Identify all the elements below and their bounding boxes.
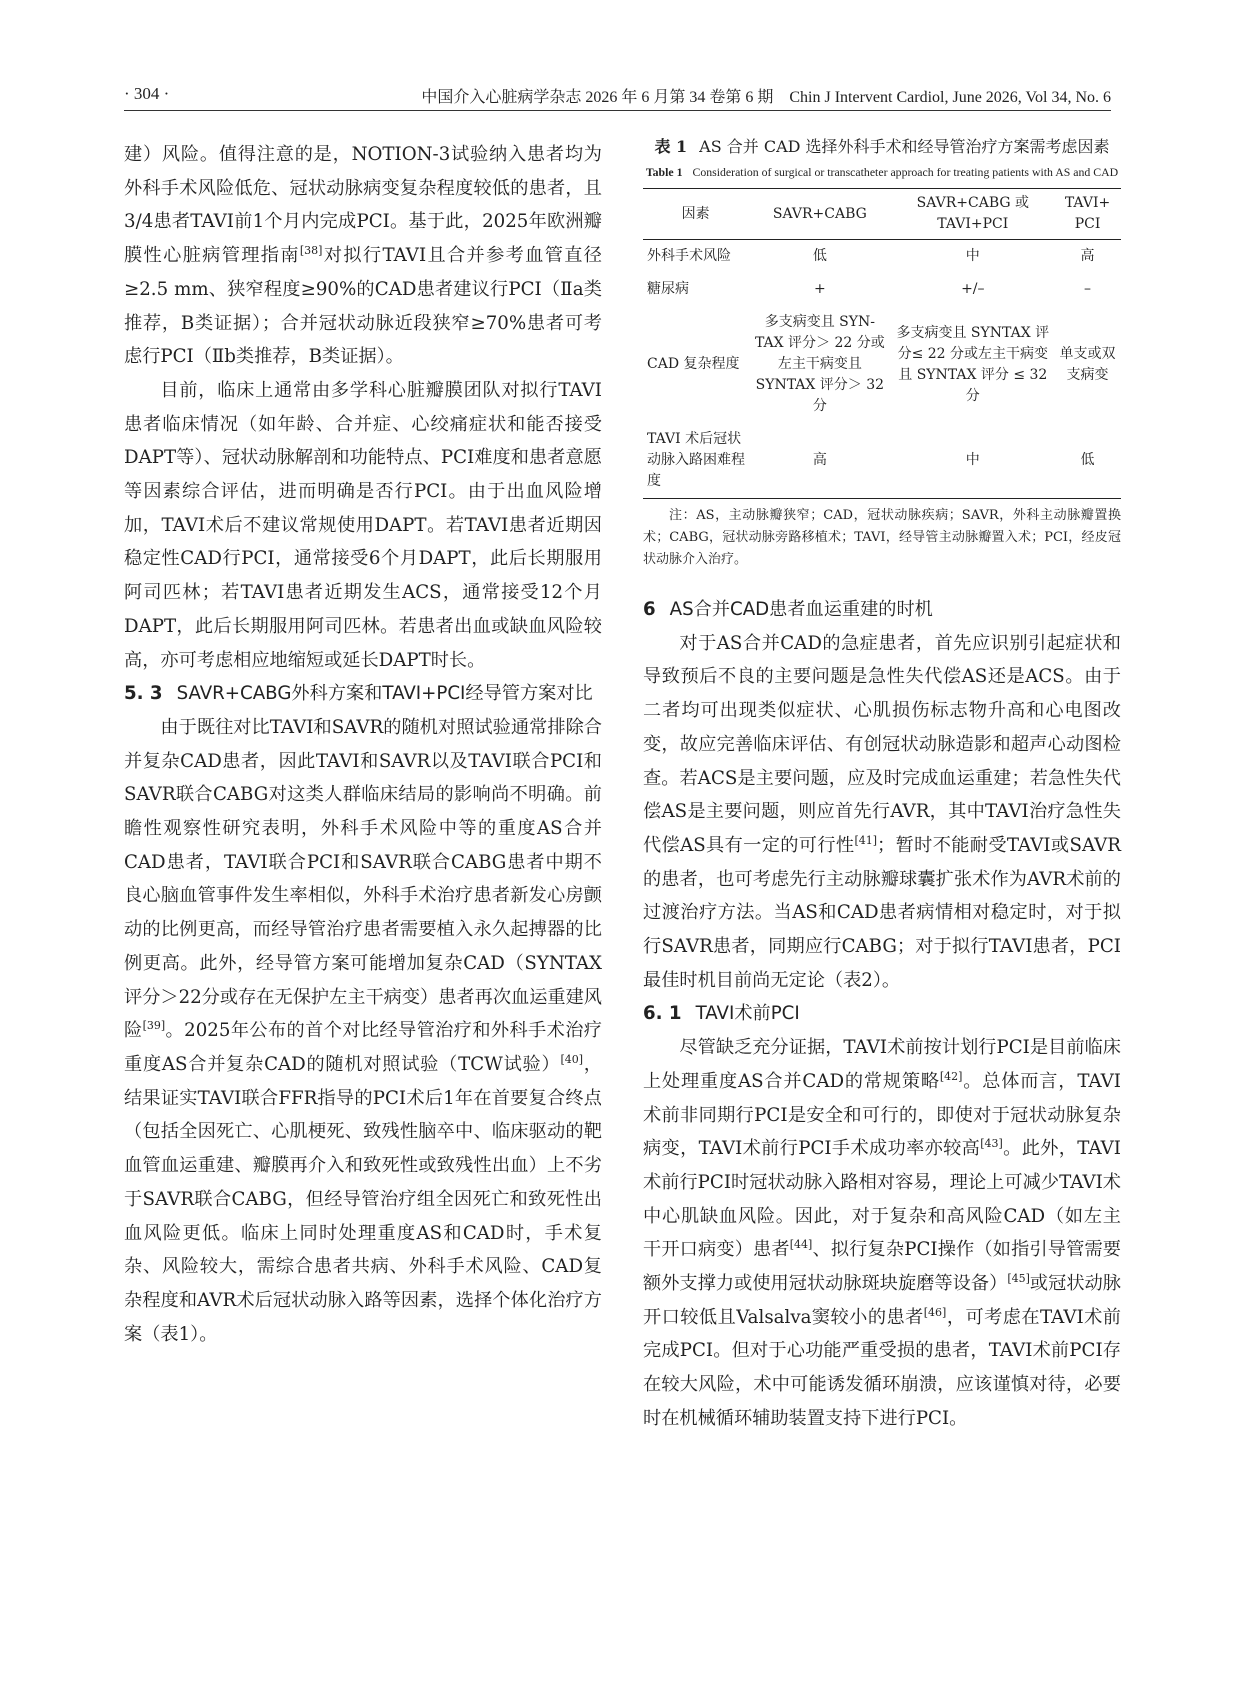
paragraph: 目前，临床上通常由多学科心脏瓣膜团队对拟行TAVI患者临床情况（如年龄、合并症、心绞痛症状和能否接受DAPT等）、冠状动脉解剖和功能特点、PCI难度和患者意愿等因素综合评估，进而明确是否行PCI。由于出血风险增加，TAVI术后不建议常规使用DAPT。若TAVI患者近期因稳定性CAD行PCI，通常接受6个月DAPT，此后长期服用阿司匹林；若TAVI患者近期发生ACS，通常接受12个月DAPT，此后长期服用阿司匹林。若患者出血或缺血风险较高，亦可考虑相应地缩短或延长DAPT时长。 bbox=[124, 379, 602, 671]
citation[interactable]: [38] bbox=[299, 244, 323, 258]
paragraph bbox=[124, 711, 602, 1351]
section-heading-6-1 bbox=[643, 997, 1121, 1031]
table-cell: +/– bbox=[961, 281, 985, 297]
table-header-row bbox=[643, 189, 1121, 240]
page-number: · 304 · bbox=[124, 84, 170, 103]
section-title: TAVI术前PCI bbox=[695, 1003, 800, 1025]
text: ，结果证实TAVI联合FFR指导的PCI术后1年在首要复合终点（包括全因死亡、心肌梗死、致残性脑卒中、临床驱动的靶血管血运重建、瓣膜再介入和致死性或致残性出血）上不劣于SAVR联合CABG，但经导管治疗组全因死亡和致死性出血风险更低。临床上同时处理重度AS和CAD时，手术复杂、风险较大，需综合患者共病、外科手术风险、CAD复杂程度和AVR术后冠状动脉入路等因素，选择个体化治疗方案（表1）。 bbox=[124, 1053, 602, 1345]
table-note: 注：AS，主动脉瓣狭窄；CAD，冠状动脉疾病；SAVR，外科主动脉瓣置换术；CABG，冠状动脉旁路移植术；TAVI，经导管主动脉瓣置入术；PCI，经皮冠状动脉介入治疗。 bbox=[643, 508, 1121, 567]
table-cell: + bbox=[813, 281, 826, 297]
table-cell: 多支病变且 SYN-TAX 评分＞ 22 分或左主干病变且 SYNTAX 评分＞ 32 分 bbox=[754, 314, 885, 414]
table-title-text: AS 合并 CAD 选择外科手术和经导管治疗方案需考虑因素 bbox=[699, 137, 1110, 156]
table-1 bbox=[643, 132, 1121, 571]
table-row bbox=[643, 273, 1121, 306]
table-cell: 外科手术风险 bbox=[647, 248, 731, 264]
table-cell: 多支病变且 SYNTAX 评分≤ 22 分或左主干病变且 SYNTAX 评分 ≤ 32 分 bbox=[896, 324, 1050, 404]
table-cell: CAD 复杂程度 bbox=[647, 356, 740, 372]
citation[interactable]: [42] bbox=[939, 1069, 963, 1083]
section-title: SAVR+CABG外科方案和TAVI+PCI经导管方案对比 bbox=[176, 683, 593, 705]
text: ；暂时不能耐受TAVI或SAVR的患者，也可考虑先行主动脉瓣球囊扩张术作为AVR术前的过渡治疗方法。当AS和CAD患者病情相对稳定时，对于拟行SAVR患者，同期应行CABG；对于拟行TAVI患者，PCI最佳时机目前尚无定论（表2）。 bbox=[643, 834, 1121, 991]
table-row bbox=[643, 423, 1121, 499]
table-cell: 低 bbox=[812, 248, 827, 264]
table-cell: 中 bbox=[965, 248, 980, 264]
column-header: 因素 bbox=[643, 189, 748, 240]
text: 尽管缺乏充分证据，TAVI术前按计划行PCI是目前临床上处理重度AS合并CAD的常规策略 bbox=[643, 1037, 1121, 1092]
table-row bbox=[643, 240, 1121, 274]
text: 、拟行复杂PCI操作（如指引导管需要额外支撑力或使用冠状动脉斑块旋磨等设备） bbox=[643, 1239, 1121, 1295]
section-number: 5. 3 bbox=[124, 683, 163, 705]
table-cell: 低 bbox=[1054, 423, 1121, 499]
citation[interactable]: [39] bbox=[142, 1019, 166, 1033]
section-heading-5-3 bbox=[124, 677, 602, 711]
text: 建）风险。值得注意的是，NOTION-3试验纳入患者均为外科手术风险低危、冠状动脉病变复杂程度较低的患者，且3/4患者TAVI前1个月内完成PCI。基于此，2025年欧洲瓣膜性心脏病管理指南 bbox=[124, 144, 602, 267]
section-number: 6. 1 bbox=[643, 1003, 682, 1025]
paragraph bbox=[124, 138, 602, 374]
factors-table bbox=[643, 188, 1121, 499]
column-header: TAVI+ PCI bbox=[1054, 189, 1121, 240]
table-label: 表 1 bbox=[654, 137, 688, 156]
section-title: AS合并CAD患者血运重建的时机 bbox=[669, 599, 933, 620]
paragraph bbox=[643, 627, 1121, 998]
text: 由于既往对比TAVI和SAVR的随机对照试验通常排除合并复杂CAD患者，因此TAVI和SAVR以及TAVI联合PCI和SAVR联合CABG对这类人群临床结局的影响尚不明确。前瞻性观察性研究表明，外科手术风险中等的重度AS合并CAD患者，TAVI联合PCI和SAVR联合CABG患者中期不良心脑血管事件发生率相似，外科手术治疗患者新发心房颤动的比例更高，而经导管治疗患者需要植入永久起搏器的比例更高。此外，经导管方案可能增加复杂CAD（SYNTAX评分＞22分或存在无保护左主干病变）患者再次血运重建风险 bbox=[124, 716, 602, 1042]
table-cell: 中 bbox=[892, 423, 1055, 499]
citation[interactable]: [43] bbox=[980, 1137, 1003, 1151]
table-cell: – bbox=[1084, 281, 1092, 297]
citation[interactable]: [44] bbox=[789, 1238, 813, 1252]
citation[interactable]: [46] bbox=[923, 1305, 947, 1319]
text: ，可考虑在TAVI术前完成PCI。但对于心功能严重受损的患者，TAVI术前PCI存在较大风险，术中可能诱发循环崩溃，应该谨慎对待，必要时在机械循环辅助装置支持下进行PCI。 bbox=[643, 1306, 1121, 1429]
column-header: SAVR+CABG bbox=[748, 189, 891, 240]
table-cell: 高 bbox=[748, 423, 891, 499]
text: 或冠状动脉开口较低且Valsalva窦较小的患者 bbox=[643, 1273, 1121, 1328]
table-cell: TAVI 术后冠状动脉入路困难程度 bbox=[643, 423, 748, 499]
running-head: 中国介入心脏病学杂志 2026 年 6 月第 34 卷第 6 期 Chin J Intervent Cardiol, June 2026, Vol 34, No. 6 bbox=[421, 89, 1111, 106]
text: 对拟行TAVI且合并参考血管直径≥2.5 mm、狭窄程度≥90%的CAD患者建议行PCI（Ⅱa类推荐，B类证据）；合并冠状动脉近段狭窄≥70%患者可考虑行PCI（Ⅱb类推荐，B类证据）。 bbox=[124, 245, 602, 368]
text: 。此外，TAVI术前行PCI时冠状动脉入路相对容易，理论上可减少TAVI术中心肌缺血风险。因此，对于复杂和高风险CAD（如左主干开口病变）患者 bbox=[643, 1138, 1121, 1261]
citation[interactable]: [41] bbox=[854, 833, 878, 847]
section-number: 6 bbox=[643, 599, 656, 620]
table-title-en bbox=[643, 163, 1121, 182]
paragraph bbox=[643, 1031, 1121, 1435]
table-cell: 糖尿病 bbox=[647, 281, 689, 297]
column-header: SAVR+CABG 或 TAVI+PCI bbox=[892, 189, 1055, 240]
table-cell: 单支或双支病变 bbox=[1059, 345, 1116, 383]
section-heading-6 bbox=[643, 593, 1121, 627]
table-cell: 高 bbox=[1080, 248, 1095, 264]
citation[interactable]: [40] bbox=[560, 1052, 584, 1066]
table-row bbox=[643, 306, 1121, 423]
text: 对于AS合并CAD的急症患者，首先应识别引起症状和导致预后不良的主要问题是急性失代偿AS还是ACS。由于二者均可出现类似症状、心肌损伤标志物升高和心电图改变，故应完善临床评估、有创冠状动脉造影和超声心动图检查。若ACS是主要问题，应及时完成血运重建；若急性失代偿AS是主要问题，则应首先行AVR，其中TAVI治疗急性失代偿AS具有一定的可行性 bbox=[643, 632, 1121, 856]
text: 。总体而言，TAVI术前非同期行PCI是安全和可行的，即使对于冠状动脉复杂病变，TAVI术前行PCI手术成功率亦较高 bbox=[643, 1070, 1121, 1160]
citation[interactable]: [45] bbox=[1007, 1272, 1030, 1285]
table-title-en-text: Consideration of surgical or transcatheter approach for treating patients with AS and CAD bbox=[692, 165, 1119, 179]
table-label-en: Table 1 bbox=[645, 165, 683, 179]
table-title-cn bbox=[643, 132, 1121, 161]
header-rule bbox=[124, 110, 1111, 111]
text: 。2025年公布的首个对比经导管治疗和外科手术治疗重度AS合并复杂CAD的随机对照试验（TCW试验） bbox=[124, 1020, 602, 1075]
right-column bbox=[643, 138, 1121, 1436]
left-column bbox=[124, 138, 602, 1351]
page-header bbox=[0, 0, 1241, 110]
